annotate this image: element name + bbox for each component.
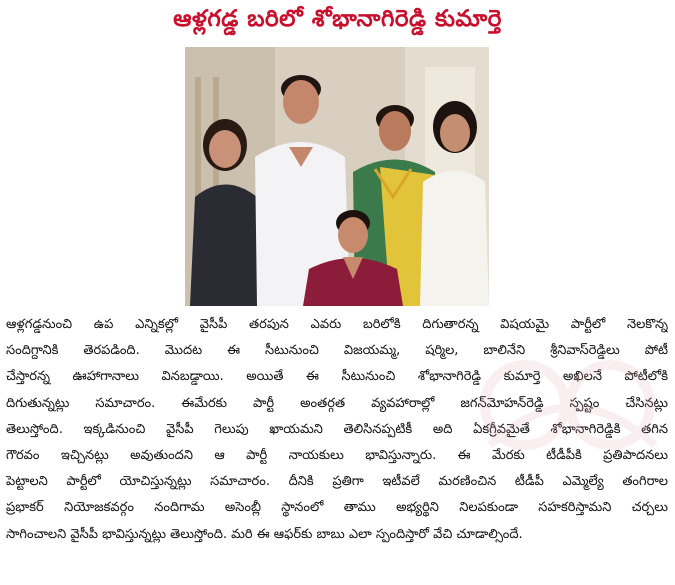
article-line: సాగించాలని వైసీపీ భావిస్తున్నట్లు తెలుస్తోంది. మరి ఈ ఆఫర్‌కు బాబు ఎలా స్పందిస్తారో వేచి చూడాల్సిందే. — [6, 526, 523, 542]
family-photo-illustration — [185, 47, 489, 306]
article-line: సందిగ్దానికి తెరపడింది. మొదట ఈ సీటునుంచి విజయమ్మ, షర్మిల, బాలినేని శ్రీనివాస్‌రెడ్డిలు పోటీ — [6, 343, 668, 359]
family-photo — [185, 47, 489, 306]
article-headline: ఆళ్లగడ్డ బరిలో శోభానాగిరెడ్డి కుమార్తె — [173, 6, 502, 32]
article-body — [6, 312, 668, 578]
article-line: దిగుతున్నట్లు సమాచారం. ఈమేరకు పార్టీ అంతర్గత వ్యవహారాల్లో జగన్‌మోహన్‌రెడ్డి స్పష్టం చేసినట్లు — [6, 395, 668, 411]
article-line: తెలుస్తోంది. ఇక్కడినుంచి వైసీపీ గెలుపు ఖాయమని తెలిసినప్పటికీ అది ఏకగ్రీవమైతే శోభానాగిరెడ్డికి తగిన — [6, 421, 668, 437]
article-line: పెట్టాలని పార్టీలో యోచిస్తున్నట్లు సమాచారం. దీనికి ప్రతిగా ఇటీవలే మరణించిన టీడీపీ ఎమ్మెల్యే తంగిరాల — [6, 474, 668, 490]
article-line: ప్రభాకర్ నియోజకవర్గం నందిగామ అసెంబ్లీ స్థానంలో తాము అభ్యర్థిని నిలపకుండా సహకరిస్తామని చర్చలు — [6, 500, 668, 516]
article-line: చేస్తారన్న ఊహాగానాలు వినబడ్డాయి. అయితే ఈ సీటునుంచి శోభానాగిరెడ్డి కుమార్తె అఖిలనే పోటీలోకి — [6, 369, 668, 385]
article-line: ఆళ్లగడ్డనుంచి ఉప ఎన్నికల్లో వైసీపీ తరపున ఎవరు బరిలోకి దిగుతారన్న విషయమై పార్టీలో నెలకొన్న — [6, 317, 668, 332]
article-line: గౌరవం ఇచ్చినట్లు అవుతుందని ఆ పార్టీ నాయకులు భావిస్తున్నారు. ఈ మేరకు టీడీపీకి ప్రతిపాదనలు — [6, 448, 668, 464]
